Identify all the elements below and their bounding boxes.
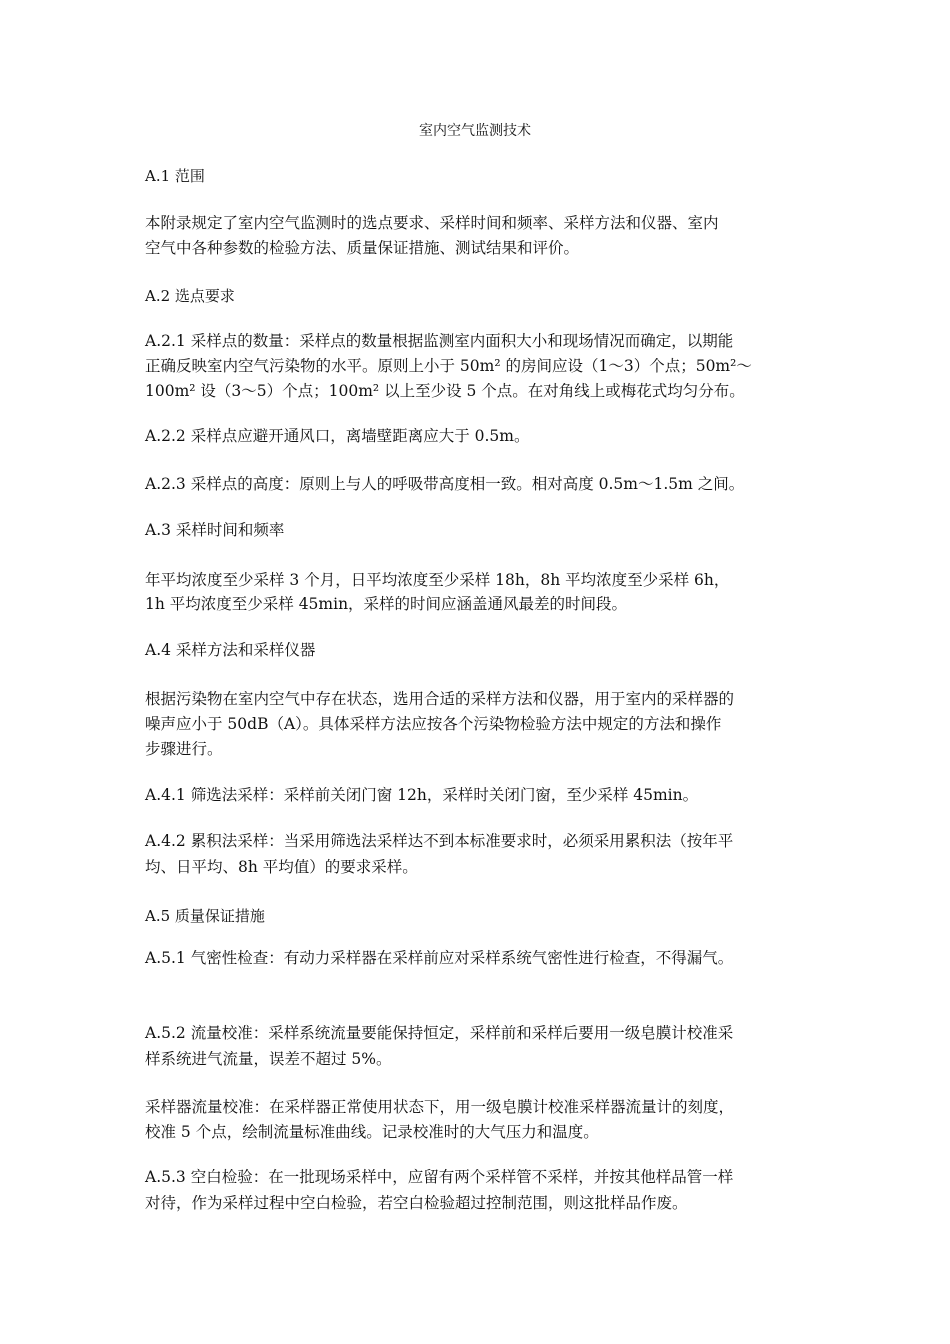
paragraph-line: 样系统进气流量，误差不超过 5%。 [145,1050,392,1068]
document-title: 室内空气监测技术 [419,123,531,139]
paragraph-line: 均、日平均、8h 平均值）的要求采样。 [145,858,418,876]
paragraph-line: A.2.2 采样点应避开通风口，离墙壁距离应大于 0.5m。 [145,427,530,445]
paragraph-line: 年平均浓度至少采样 3 个月，日平均浓度至少采样 18h，8h 平均浓度至少采样 6h， [145,571,730,589]
paragraph-line: 采样器流量校准：在采样器正常使用状态下，用一级皂膜计校准采样器流量计的刻度， [145,1098,735,1116]
paragraph-line: 本附录规定了室内空气监测时的选点要求、采样时间和频率、采样方法和仪器、室内 [145,214,719,232]
paragraph-line: A.4.1 筛选法采样：采样前关闭门窗 12h，采样时关闭门窗，至少采样 45min。 [145,786,699,804]
paragraph-line: A.4.2 累积法采样：当采用筛选法采样达不到本标准要求时，必须采用累积法（按年平 [145,832,734,850]
paragraph-line: 空气中各种参数的检验方法、质量保证措施、测试结果和评价。 [145,239,580,257]
paragraph-line: 100m² 设（3～5）个点；100m² 以上至少设 5 个点。在对角线上或梅花式均匀分布。 [145,382,745,400]
paragraph-line: 噪声应小于 50dB（A）。具体采样方法应按各个污染物检验方法中规定的方法和操作 [145,715,722,733]
section-heading-a1: A.1 范围 [145,167,205,185]
paragraph-line: A.2.1 采样点的数量：采样点的数量根据监测室内面积大小和现场情况而确定，以期能 [145,332,734,350]
paragraph-line: A.5.3 空白检验：在一批现场采样中，应留有两个采样管不采样，并按其他样品管一样 [145,1168,734,1186]
paragraph-line: 根据污染物在室内空气中存在状态，选用合适的采样方法和仪器，用于室内的采样器的 [145,690,735,708]
paragraph-line: 步骤进行。 [145,740,223,758]
paragraph-line: 校准 5 个点，绘制流量标准曲线。记录校准时的大气压力和温度。 [145,1123,599,1141]
paragraph-line: A.2.3 采样点的高度：原则上与人的呼吸带高度相一致。相对高度 0.5m～1.5m 之间。 [145,475,745,493]
paragraph-line: 1h 平均浓度至少采样 45min，采样的时间应涵盖通风最差的时间段。 [145,595,628,613]
section-heading-a3: A.3 采样时间和频率 [145,521,285,539]
section-heading-a2: A.2 选点要求 [145,287,235,305]
section-heading-a5: A.5 质量保证措施 [145,907,265,925]
paragraph-line: 正确反映室内空气污染物的水平。原则上小于 50m² 的房间应设（1～3）个点；50m²～ [145,357,752,375]
section-heading-a4: A.4 采样方法和采样仪器 [145,641,316,659]
paragraph-line: 对待，作为采样过程中空白检验，若空白检验超过控制范围，则这批样品作废。 [145,1194,688,1212]
paragraph-line: A.5.2 流量校准：采样系统流量要能保持恒定，采样前和采样后要用一级皂膜计校准采 [145,1024,734,1042]
paragraph-line: A.5.1 气密性检查：有动力采样器在采样前应对采样系统气密性进行检查，不得漏气。 [145,949,734,967]
